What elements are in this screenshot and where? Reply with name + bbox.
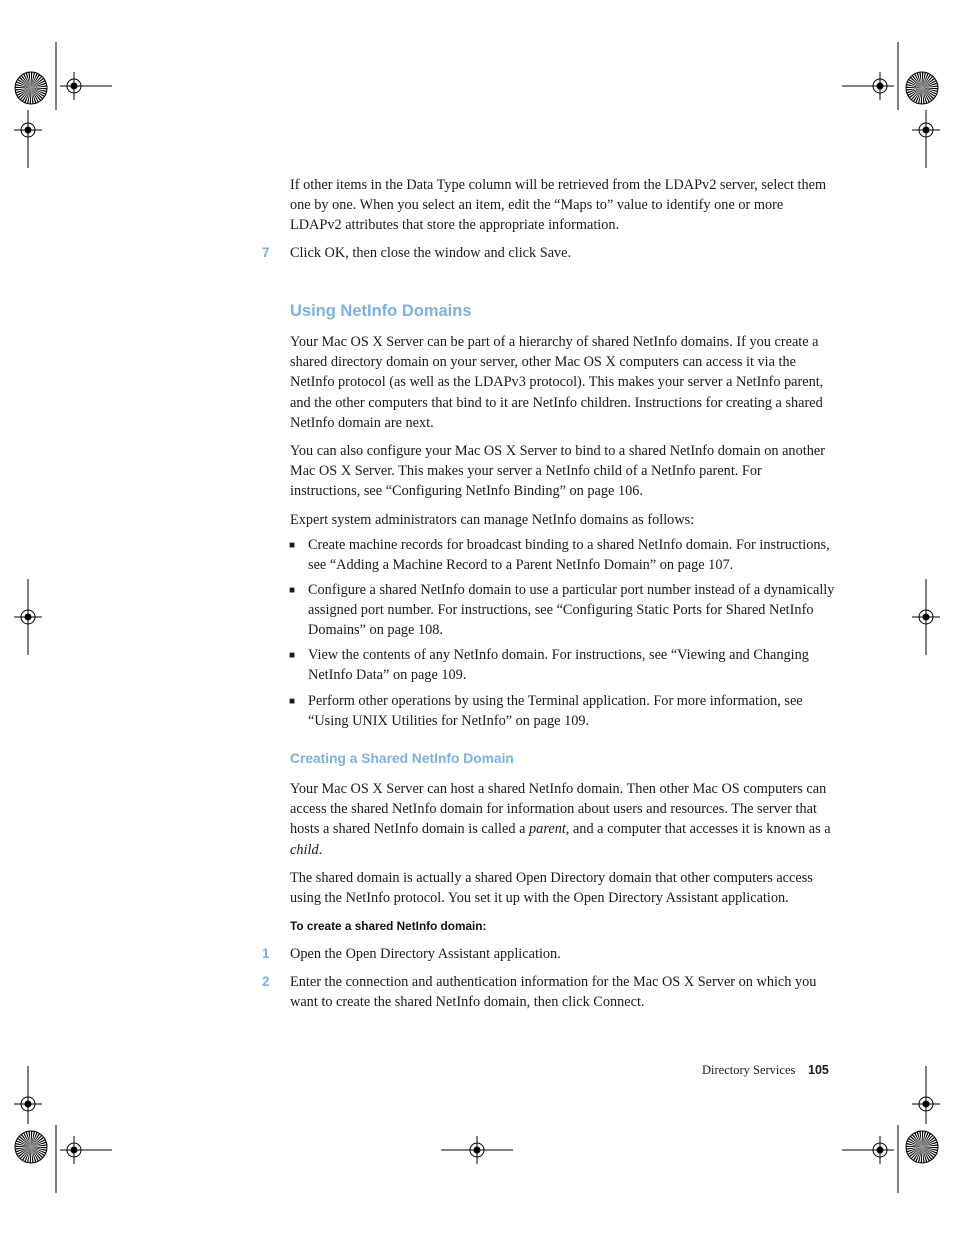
sub-p1-middle: and a computer that accesses it is known as a xyxy=(569,821,831,838)
bullet-marker: ■ xyxy=(289,585,296,596)
intro-paragraph: If other items in the Data Type column will be retrieved from the LDAPv2 server, select them one by one. When you select an item, edit the “Maps to” value to identify one or more LDAPv2 attributes that store the appropriate information. xyxy=(290,177,827,234)
bullet-item-3: View the contents of any NetInfo domain. For instructions, see “Viewing and Changing NetInfo Data” on page 109. xyxy=(308,647,809,684)
footer-page-number: 105 xyxy=(808,1063,829,1077)
step-7-number: 7 xyxy=(262,245,270,260)
step-7-text: Click OK, then close the window and click Save. xyxy=(290,245,572,261)
sub-paragraph-1 xyxy=(290,779,835,860)
sub-paragraph-2: The shared domain is actually a shared Open Directory domain that other computers access using the NetInfo protocol. You set it up with the Open Directory Assistant application. xyxy=(290,870,813,907)
section-paragraph-2: You can also configure your Mac OS X Server to bind to a shared NetInfo domain on another Mac OS X Server. This makes your server a NetInfo child of a NetInfo parent. For instructions, see “Configuring NetInfo Binding” on page 106. xyxy=(290,443,825,500)
term-child: child xyxy=(290,841,319,858)
sub-heading: Creating a Shared NetInfo Domain xyxy=(290,751,514,766)
starburst-target xyxy=(906,1131,938,1163)
term-parent: parent, xyxy=(529,821,570,838)
step-2-number: 2 xyxy=(262,974,270,989)
starburst-target xyxy=(15,72,47,104)
bullet-marker: ■ xyxy=(289,540,296,551)
task-heading: To create a shared NetInfo domain: xyxy=(290,919,487,933)
bullet-marker: ■ xyxy=(289,696,296,707)
bullet-item-2: Configure a shared NetInfo domain to use a particular port number instead of a dynamically assigned port number. For instructions, see “Configuring Static Ports for Shared NetInfo Domains” on page 108. xyxy=(308,582,835,639)
bullet-item-1: Create machine records for broadcast binding to a shared NetInfo domain. For instructions, see “Adding a Machine Record to a Parent NetInfo Domain” on page 107. xyxy=(308,537,830,574)
starburst-target xyxy=(15,1131,47,1163)
section-paragraph-1: Your Mac OS X Server can be part of a hierarchy of shared NetInfo domains. If you create a shared directory domain on your server, other Mac OS X computers can access it via the NetInfo protocol (as well as the LDAPv3 protocol). This makes your server a NetInfo parent, and the other computers that bind to it are NetInfo children. Instructions for creating a shared NetInfo domain are next. xyxy=(290,334,824,431)
step-2-text: Enter the connection and authentication information for the Mac OS X Server on which you want to create the shared NetInfo domain, then click Connect. xyxy=(290,974,817,1011)
step-1-number: 1 xyxy=(262,946,270,961)
footer-chapter-label: Directory Services xyxy=(702,1063,796,1077)
bullet-item-4: Perform other operations by using the Terminal application. For more information, see “Using UNIX Utilities for NetInfo” on page 109. xyxy=(308,693,803,730)
step-1-text: Open the Open Directory Assistant application. xyxy=(290,946,561,962)
starburst-target xyxy=(906,72,938,104)
section-heading: Using NetInfo Domains xyxy=(290,302,472,320)
bullet-marker: ■ xyxy=(289,650,296,661)
sub-p1-after: . xyxy=(318,841,323,858)
section-paragraph-3: Expert system administrators can manage NetInfo domains as follows: xyxy=(290,512,695,528)
sub-p1-before: Your Mac OS X Server can host a shared NetInfo domain. Then other Mac OS computers can access the shared NetInfo domain for information about users and resources. The server that hosts a shared NetInfo domain is called a xyxy=(290,781,827,838)
